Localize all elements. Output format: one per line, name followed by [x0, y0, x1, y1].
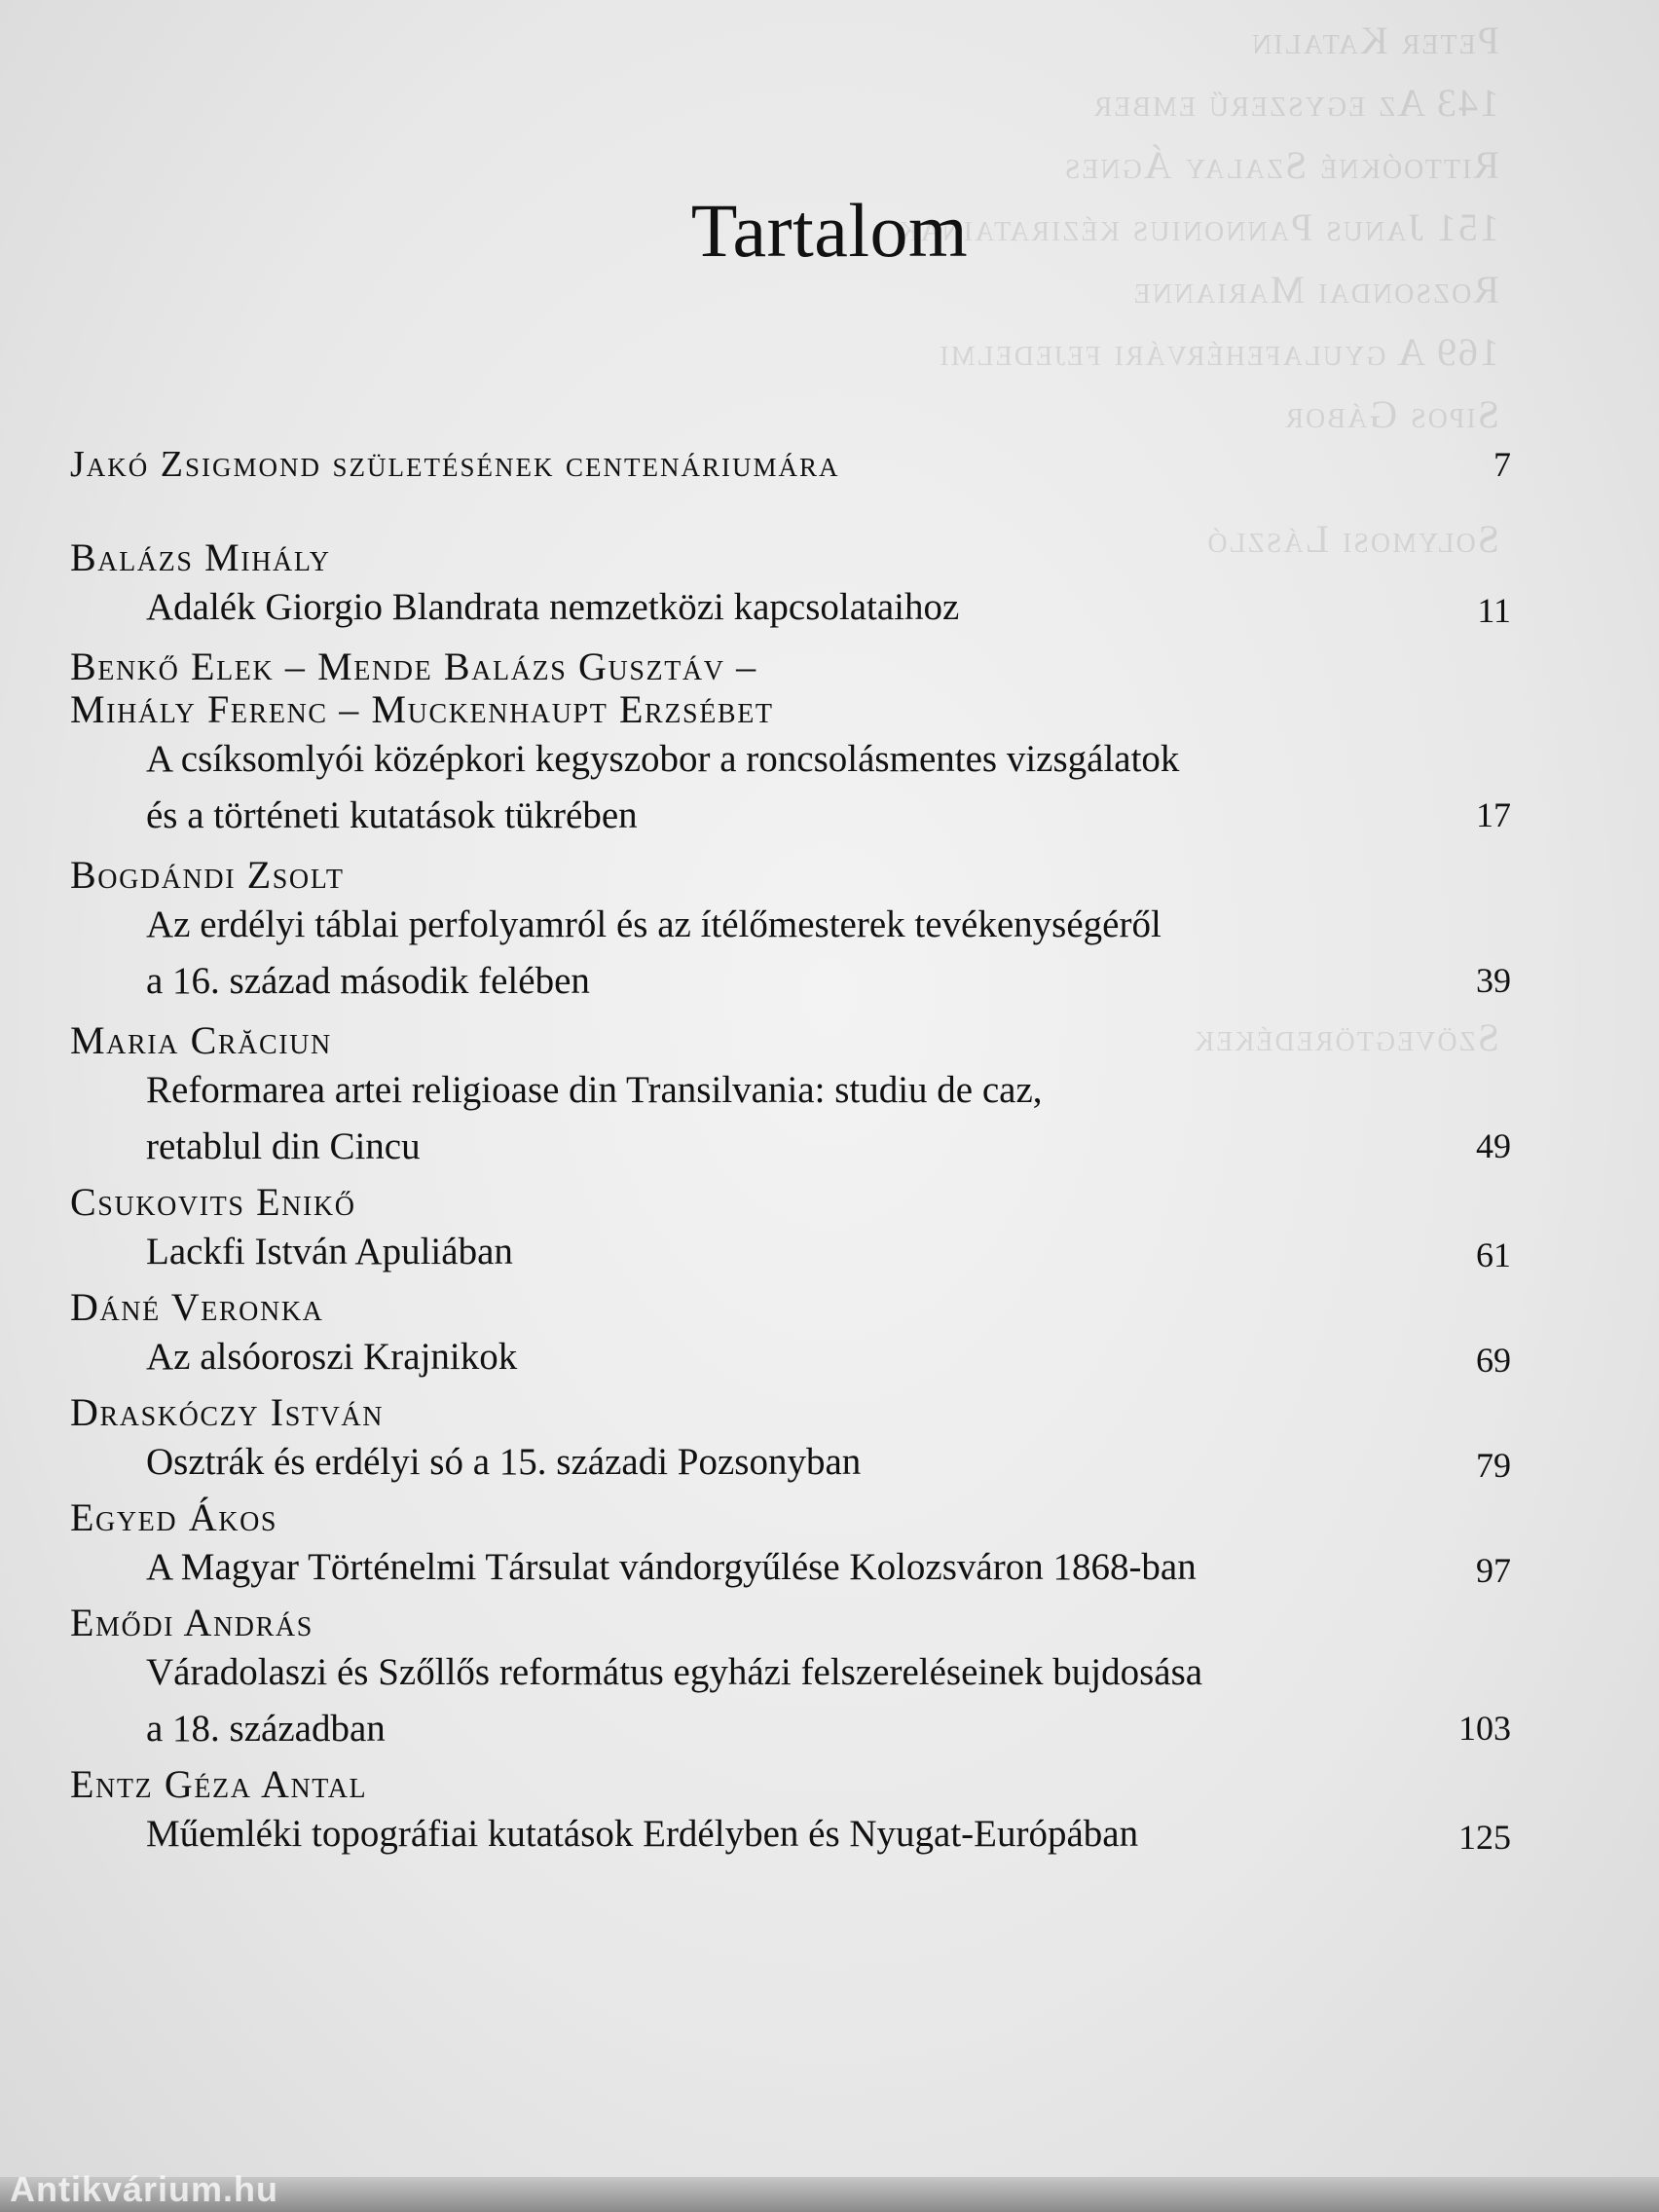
- toc-author: [70, 536, 1511, 579]
- toc-entry: [70, 1286, 1511, 1385]
- toc-work-title: [70, 1224, 1511, 1280]
- toc-entry: [70, 1181, 1511, 1280]
- intro-page-number: 7: [1493, 445, 1511, 484]
- toc-author-line: Benkő Elek – Mende Balázs Gusztáv –: [70, 645, 757, 688]
- toc-author-line: Entz Géza Antal: [70, 1762, 368, 1806]
- toc-entry: [70, 1019, 1511, 1175]
- toc-entry: [70, 1496, 1511, 1596]
- toc-author-line: Bogdándi Zsolt: [70, 853, 345, 897]
- toc-entry: [70, 854, 1511, 1010]
- toc-author-line: Egyed Ákos: [70, 1495, 278, 1539]
- toc-author: [70, 1019, 1511, 1062]
- toc-work-line: a 18. században: [146, 1708, 386, 1750]
- toc-author: [70, 645, 1511, 731]
- toc-work-line: Adalék Giorgio Blandrata nemzetközi kapcsolataihoz: [146, 586, 960, 628]
- toc-work-line: Az erdélyi táblai perfolyamról és az ítélőmesterek tevékenységéről: [146, 903, 1161, 945]
- toc-entry: [70, 1602, 1511, 1757]
- intro-heading: Jakó Zsigmond születésének centenáriumára: [70, 444, 840, 485]
- toc-page-number: 69: [1476, 1341, 1511, 1380]
- toc-page-number: 79: [1476, 1446, 1511, 1485]
- ghost-line: Rittoókné Szalay Ágnes: [1062, 143, 1499, 187]
- toc-page-number: 125: [1458, 1818, 1511, 1857]
- toc-work-line: A csíksomlyói középkori kegyszobor a roncsolásmentes vizsgálatok: [146, 738, 1180, 780]
- toc-work-title: [70, 579, 1511, 636]
- toc-entry: [70, 1763, 1511, 1862]
- toc-author-line: Draskóczy István: [70, 1390, 385, 1434]
- toc-work-line: Osztrák és erdélyi só a 15. századi Pozsonyban: [146, 1441, 862, 1483]
- toc-entry: [70, 536, 1511, 636]
- toc-work-title: [70, 897, 1511, 1010]
- toc-author: [70, 1763, 1511, 1806]
- toc-page-number: 17: [1476, 795, 1511, 834]
- toc-author-line: Maria Crăciun: [70, 1018, 332, 1062]
- toc-work-line: és a történeti kutatások tükrében: [146, 794, 638, 836]
- toc-work-line: Az alsóoroszi Krajnikok: [146, 1336, 518, 1378]
- toc-work-title: [70, 1329, 1511, 1385]
- toc-author-line: Balázs Mihály: [70, 535, 331, 579]
- ghost-line: Peter Katalin: [1250, 18, 1499, 62]
- toc-page-number: 103: [1458, 1709, 1511, 1748]
- toc-author-line: Mihály Ferenc – Muckenhaupt Erzsébet: [70, 687, 774, 731]
- toc-author-line: Csukovits Enikő: [70, 1180, 356, 1224]
- toc-author: [70, 1181, 1511, 1224]
- watermark-logo: Antikvárium.hu: [10, 2169, 279, 2209]
- ghost-line: 169 A gyulafehérvári fejedelmi: [938, 330, 1499, 374]
- toc-page-number: 11: [1477, 591, 1511, 630]
- toc-author: [70, 854, 1511, 897]
- toc-entry: [70, 1391, 1511, 1491]
- toc-work-line: Reformarea artei religioase din Transilvania: studiu de caz,: [146, 1069, 1043, 1111]
- ghost-line: Szövegtöredékek: [1192, 1015, 1499, 1059]
- toc-page-number: 49: [1476, 1126, 1511, 1165]
- toc-work-line: a 16. század második felében: [146, 960, 590, 1002]
- toc-work-line: retablul din Cincu: [146, 1125, 421, 1167]
- toc-work-title: [70, 1062, 1511, 1175]
- toc-page-number: 97: [1476, 1551, 1511, 1590]
- toc-work-title: [70, 1644, 1511, 1757]
- toc-work-title: [70, 1806, 1511, 1862]
- ghost-line: Sipos Gábor: [1283, 392, 1499, 436]
- ghost-line: 151 Janus Pannonius kéziratainak: [897, 205, 1499, 249]
- table-of-contents: [70, 443, 1511, 1862]
- page-title: Tartalom: [690, 188, 969, 273]
- toc-author-line: Dáné Veronka: [70, 1285, 324, 1329]
- toc-intro-entry: [70, 443, 1511, 536]
- toc-work-line: A Magyar Történelmi Társulat vándorgyűlése Kolozsváron 1868-ban: [146, 1546, 1197, 1588]
- toc-author: [70, 1496, 1511, 1539]
- toc-page-number: 39: [1476, 961, 1511, 1000]
- ghost-line: Solymosi László: [1205, 517, 1499, 561]
- toc-work-line: Lackfi István Apuliában: [146, 1231, 513, 1272]
- toc-page-number: 61: [1476, 1235, 1511, 1274]
- toc-author: [70, 1391, 1511, 1434]
- toc-author-line: Emődi András: [70, 1601, 313, 1644]
- ghost-line: Rozsondai Marianne: [1131, 268, 1499, 312]
- toc-author: [70, 1602, 1511, 1644]
- toc-work-line: Váradolaszi és Szőllős református egyházi felszereléseinek bujdosása: [146, 1651, 1203, 1693]
- toc-work-title: [70, 1539, 1511, 1596]
- toc-work-title: [70, 1434, 1511, 1491]
- toc-work-title: [70, 731, 1511, 844]
- toc-work-line: Műemléki topográfiai kutatások Erdélyben és Nyugat-Európában: [146, 1813, 1139, 1855]
- ghost-line: 143 Az egyszerű ember: [1091, 81, 1499, 125]
- toc-author: [70, 1286, 1511, 1329]
- toc-entry: [70, 645, 1511, 844]
